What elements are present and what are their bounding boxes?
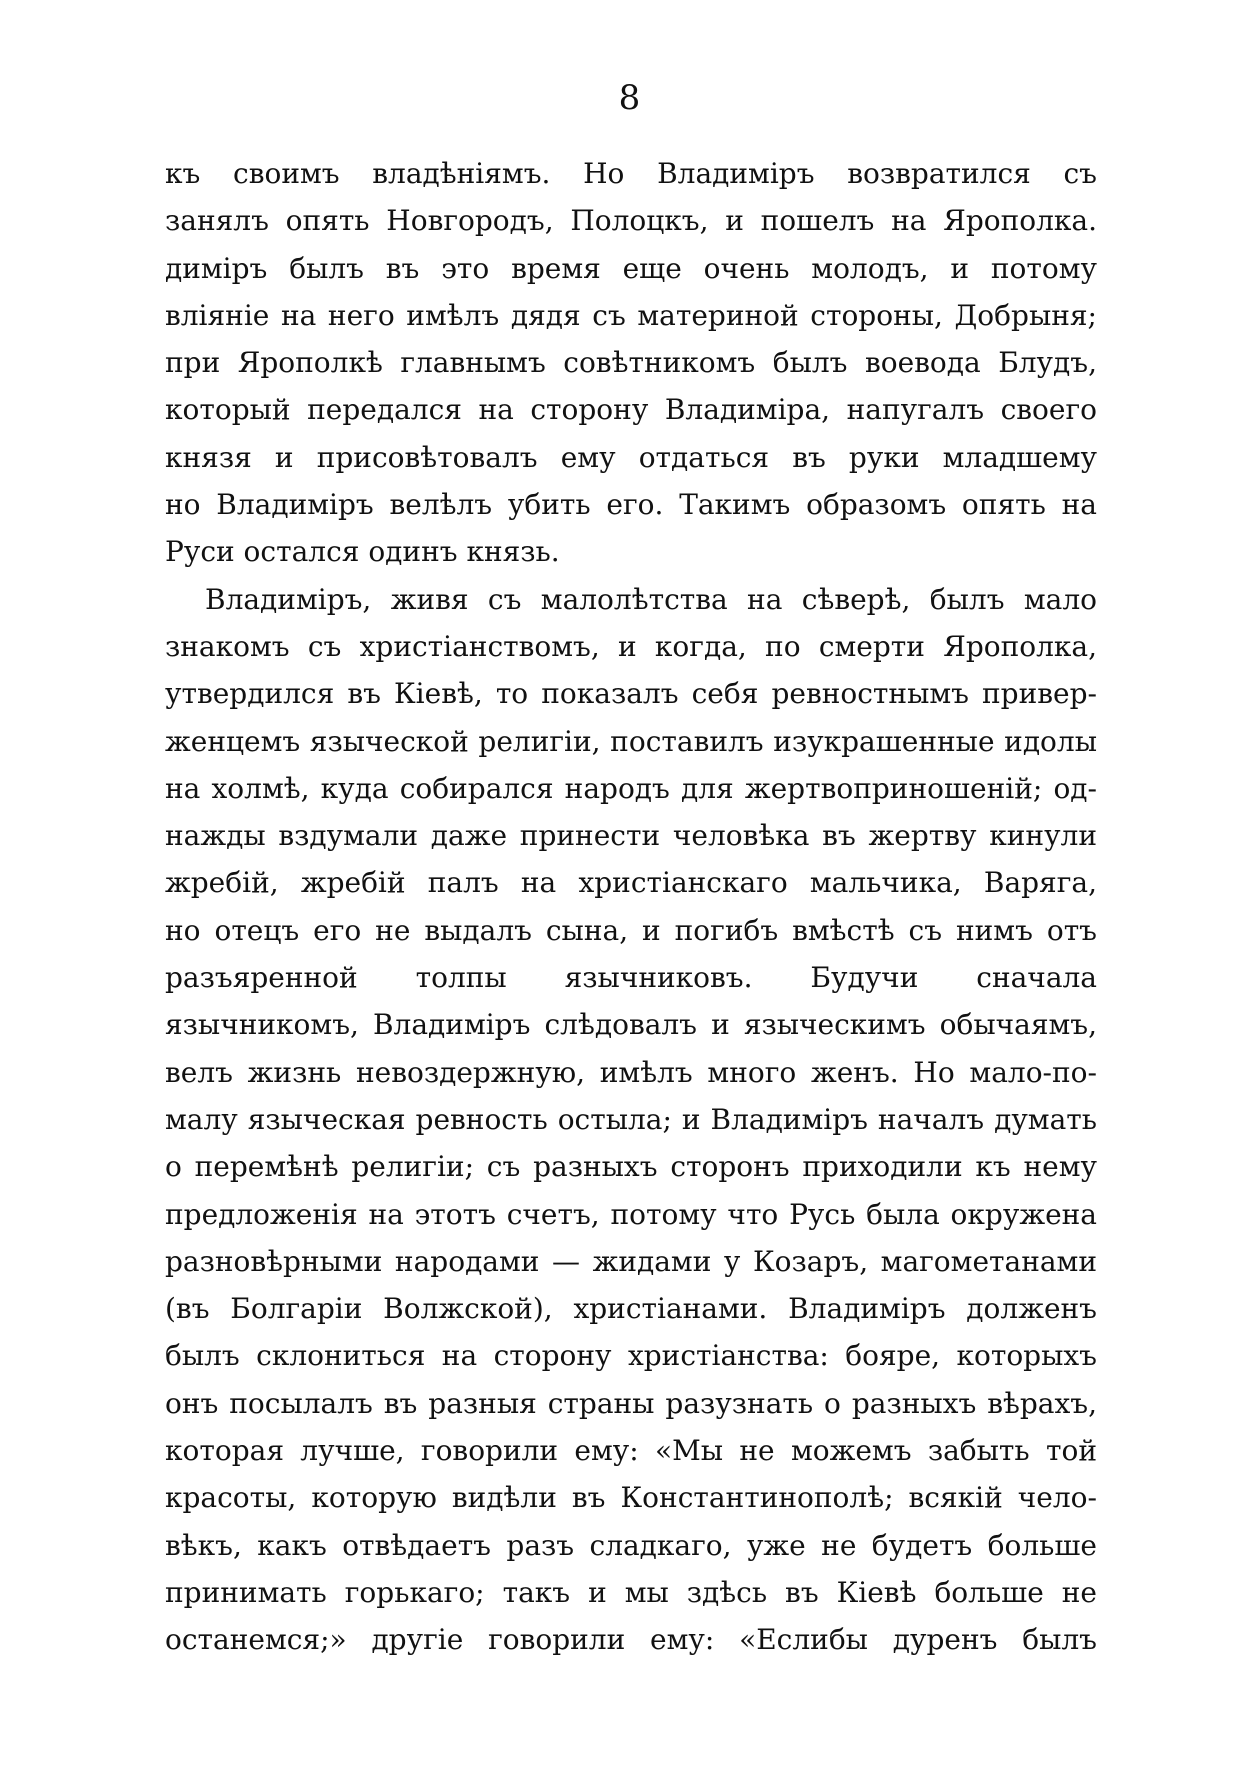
text-line: разновѣрными народами — жидами у Козаръ, магометанами (165, 1244, 1097, 1278)
text-line: жребій, жребій палъ на христіанскаго мальчика, Варяга, (165, 866, 1097, 900)
paragraph-start-line: Владиміръ, живя съ малолѣтства на сѣверѣ, былъ мало (205, 582, 1097, 616)
text-line: которая лучше, говорили ему: «Мы не можемъ забыть той (165, 1434, 1097, 1468)
text-line: женцемъ языческой религіи, поставилъ изукрашенные идолы (165, 724, 1097, 758)
text-line: принимать горькаго; такъ и мы здѣсь въ Кіевѣ больше не (165, 1575, 1097, 1609)
text-line: велъ жизнь невоздержную, имѣлъ много женъ. Но мало-по- (165, 1055, 1097, 1089)
text-line: разъяренной толпы язычниковъ. Будучи сначала (165, 961, 1097, 995)
text-line: останемся;» другіе говорили ему: «Еслибы дуренъ былъ (165, 1623, 1097, 1657)
text-line: красоты, которую видѣли въ Константинополѣ; всякій чело- (165, 1481, 1097, 1515)
text-line: диміръ былъ въ это время еще очень молодъ, и потому (165, 251, 1097, 285)
text-line: онъ посылалъ въ разныя страны разузнать о разныхъ вѣрахъ, (165, 1386, 1097, 1420)
text-line: но отецъ его не выдалъ сына, и погибъ вмѣстѣ съ нимъ отъ (165, 913, 1097, 947)
text-line: Руси остался одинъ князь. (165, 535, 560, 569)
text-line: вліяніе на него имѣлъ дядя съ материной стороны, Добрыня; (165, 298, 1097, 332)
text-line: о перемѣнѣ религіи; съ разныхъ сторонъ приходили къ нему (165, 1150, 1097, 1184)
text-line: къ своимъ владѣніямъ. Но Владиміръ возвратился съ (165, 157, 1097, 190)
page-number: 8 (618, 78, 641, 118)
text-line: но Владиміръ велѣлъ убить его. Такимъ образомъ опять на (165, 488, 1097, 522)
text-line: предложенія на этотъ счетъ, потому что Русь была окружена (165, 1197, 1097, 1231)
text-line: князя и присовѣтовалъ ему отдаться въ руки младшему (165, 440, 1097, 474)
text-line: малу языческая ревность остыла; и Владиміръ началъ думать (165, 1102, 1097, 1136)
text-line: знакомъ съ христіанствомъ, и когда, по смерти Ярополка, (165, 629, 1097, 663)
text-line: нажды вздумали даже принести человѣка въ жертву кинули (165, 819, 1097, 853)
body-text (165, 150, 1097, 1664)
text-line: который передался на сторону Владиміра, напугалъ своего (165, 393, 1097, 427)
text-line: вѣкъ, какъ отвѣдаетъ разъ сладкаго, уже не будетъ больше (165, 1528, 1097, 1562)
text-line: былъ склониться на сторону христіанства: бояре, которыхъ (165, 1339, 1097, 1373)
text-line: язычникомъ, Владиміръ слѣдовалъ и языческимъ обычаямъ, (165, 1008, 1097, 1042)
text-line: на холмѣ, куда собирался народъ для жертвоприношеній; од- (165, 771, 1097, 805)
text-line: занялъ опять Новгородъ, Полоцкъ, и пошелъ на Ярополка. (165, 204, 1097, 238)
text-line: (въ Болгаріи Волжской), христіанами. Владиміръ долженъ (165, 1292, 1097, 1326)
text-line: при Ярополкѣ главнымъ совѣтникомъ былъ воевода Блудъ, (165, 346, 1097, 380)
text-line: утвердился въ Кіевѣ, то показалъ себя ревностнымъ привер- (165, 677, 1097, 711)
